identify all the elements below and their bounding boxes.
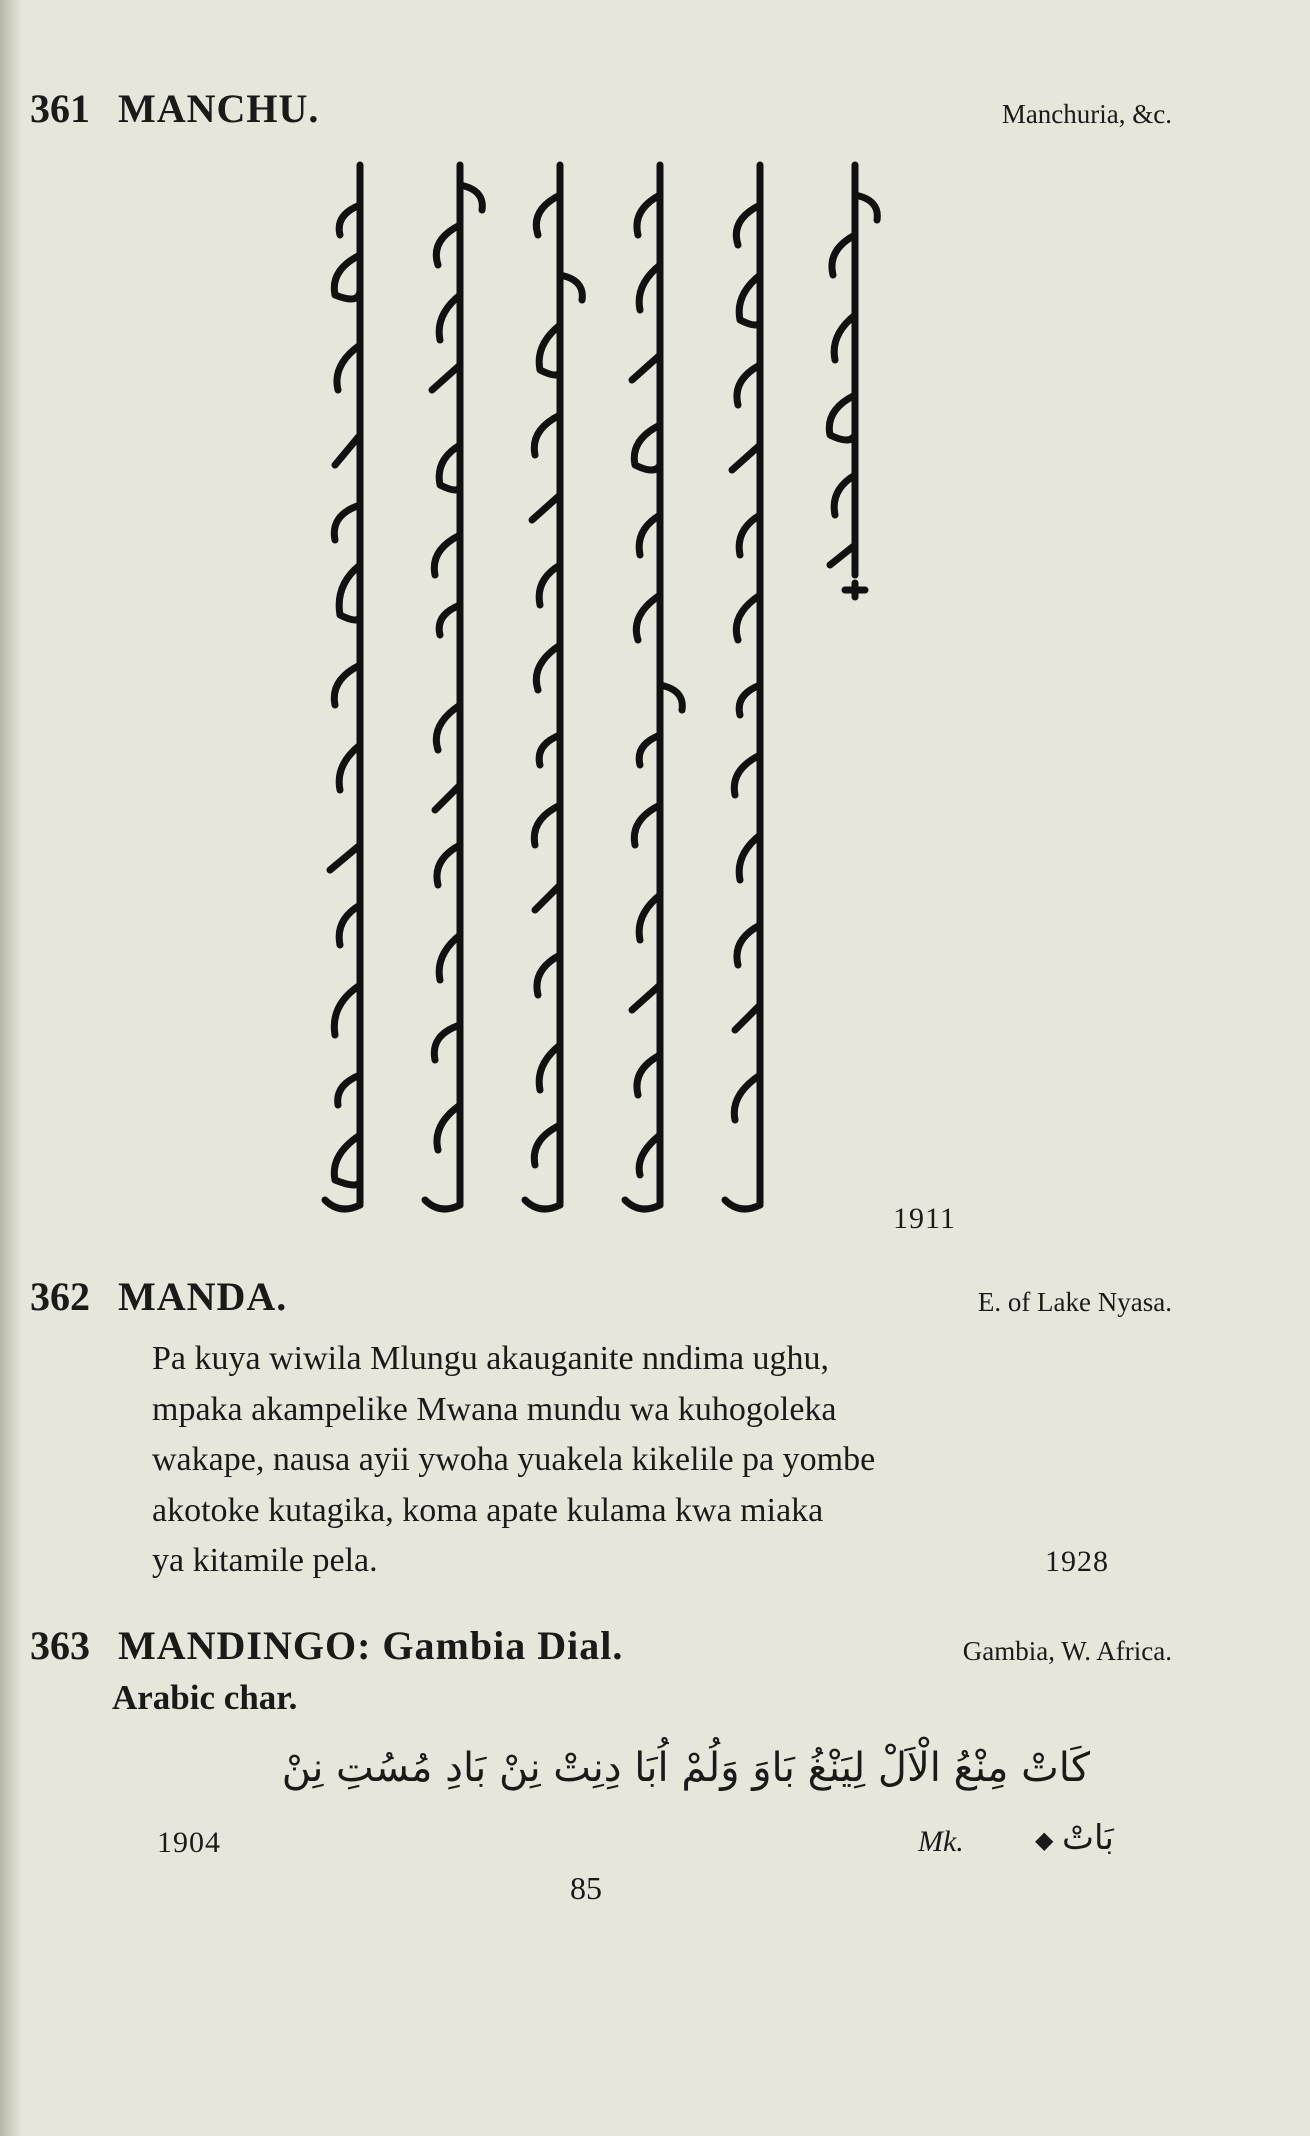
entry-region: Gambia, W. Africa. [962,1636,1172,1666]
entry-language-name: MANCHU. [118,86,320,131]
manchu-column-3 [525,165,582,1209]
entry-year: 1904 [157,1826,221,1859]
entry-361-header [0,85,1310,145]
manda-text: Pa kuya wiwila Mlungu akauganite nndima ughu, mpaka akampelike Mwana mundu wa kuhogoleka wakape, nausa ayii ywoha yuakela kikelile pa yombe akotoke kutagika, koma apate kulama kwa miaka ya kitamile pela. [152,1340,876,1579]
entry-region: E. of Lake Nyasa. [977,1287,1172,1317]
arabic-mark-word: بَاتْ [1062,1818,1114,1858]
entry-year: 1928 [1045,1545,1109,1578]
script-subheading: Arabic char. [112,1678,298,1717]
manchu-column-5 [725,165,760,1209]
entry-363-header [0,1622,1310,1682]
mark-abbreviation: Mk. [918,1825,964,1858]
manchu-column-6 [829,165,877,597]
entry-region: Manchuria, &c. [1001,99,1172,129]
entry-number: 361 [30,86,90,131]
manchu-column-2 [425,165,482,1209]
manchu-script-block [300,145,900,1235]
diamond-icon: ◆ [1035,1826,1054,1854]
manchu-column-4 [625,165,682,1209]
entry-number: 362 [30,1274,90,1319]
entry-language-name: MANDINGO: Gambia Dial. [118,1623,624,1668]
arabic-text: كَاتْ مِنْعُ الْاَلْ لِيَنْغُ بَاوَ وَلُمْ اُبَا دِنِتْ نِنْ بَادِ مُسُتِ نِنْ [281,1745,1090,1791]
page-number: 85 [570,1870,602,1906]
entry-year: 1911 [893,1202,956,1235]
entry-362-header [0,1273,1310,1333]
entry-language-name: MANDA. [118,1274,288,1319]
entry-number: 363 [30,1623,90,1668]
manchu-column-1 [325,165,360,1209]
